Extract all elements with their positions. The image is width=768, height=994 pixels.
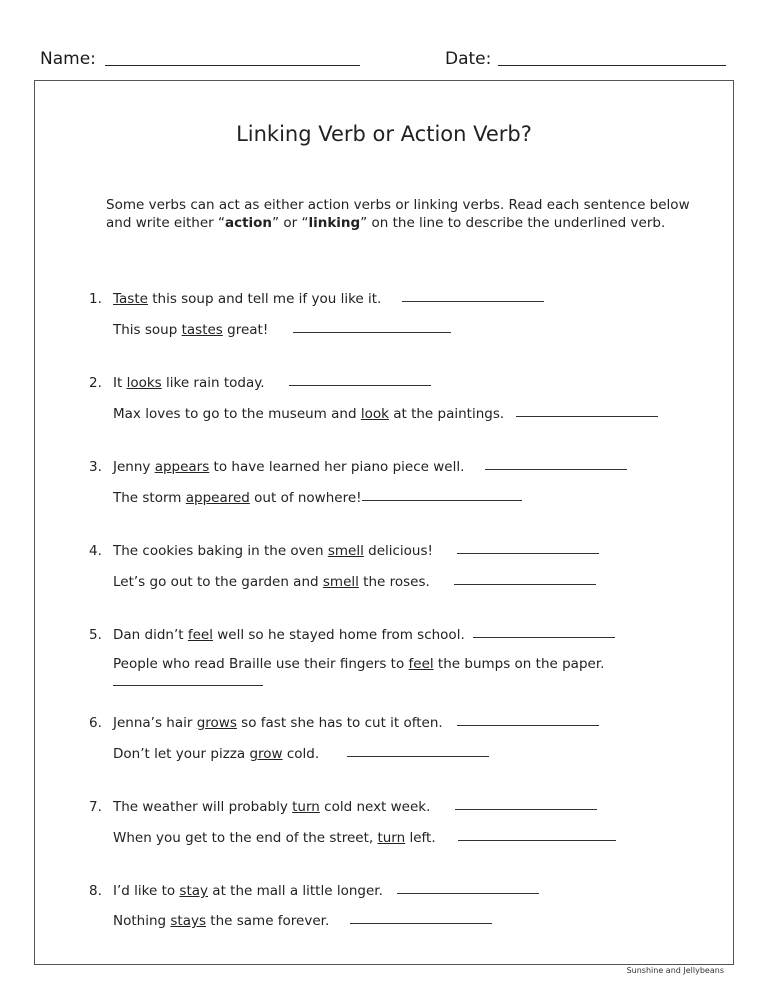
sentence-before: People who read Braille use their fingers to [113,656,409,672]
answer-line[interactable] [397,893,539,894]
question-3b [113,490,522,506]
instructions-text-3: ” on the line to describe the underlined verb. [360,215,666,231]
worksheet-title: Linking Verb or Action Verb? [236,122,532,146]
instructions-word-linking: linking [308,215,361,231]
sentence-after: to have learned her piano piece well. [209,459,465,475]
date-label: Date: [445,49,492,69]
sentence-after: out of nowhere! [249,490,362,506]
underlined-verb: stay [179,883,209,899]
underlined-verb: smell [322,574,359,590]
sentence-before: Nothing [113,913,171,929]
question-7b [113,830,616,846]
question-7a [89,799,597,815]
question-6b [113,746,489,762]
answer-line[interactable] [454,584,596,585]
instructions-text-1: Some verbs can act as either action verbs or linking verbs. Read each sentence below and write either “ [106,197,690,231]
answer-line[interactable] [293,332,451,333]
header [40,45,730,75]
sentence-after: this soup and tell me if you like it. [147,291,382,307]
sentence-after: the same forever. [206,913,330,929]
sentence-after: at the paintings. [388,406,505,422]
question-8a [89,883,539,899]
sentence-before: Jenna’s hair [113,715,197,731]
sentence-before: When you get to the end of the street, [113,830,378,846]
question-number: 2. [89,375,102,391]
underlined-verb: look [360,406,389,422]
answer-line[interactable] [458,840,616,841]
question-number: 3. [89,459,102,475]
question-5b [113,656,604,672]
instructions-word-action: action [224,215,273,231]
question-4b [113,574,596,590]
sentence-after: well so he stayed home from school. [212,627,465,643]
instructions [106,196,696,232]
question-4a [89,543,599,559]
underlined-verb: Taste [113,291,148,307]
sentence-before: Jenny [113,459,155,475]
sentence-after: like rain today. [161,375,265,391]
name-line[interactable] [105,65,360,66]
sentence-after: the bumps on the paper. [433,656,605,672]
sentence-before: The weather will probably [113,799,293,815]
name-label: Name: [40,49,96,69]
underlined-verb: grow [249,746,283,762]
sentence-after: cold next week. [319,799,431,815]
answer-line[interactable] [457,725,599,726]
underlined-verb: feel [187,627,213,643]
sentence-before: Dan didn’t [113,627,188,643]
footer-credit: Sunshine and Jellybeans [626,966,724,975]
question-5a [89,627,615,643]
sentence-before: Let’s go out to the garden and [113,574,323,590]
sentence-after: the roses. [358,574,430,590]
answer-line[interactable] [457,553,599,554]
answer-line[interactable] [485,469,627,470]
sentence-before: Don’t let your pizza [113,746,250,762]
answer-line[interactable] [289,385,431,386]
underlined-verb: turn [377,830,406,846]
sentence-after: at the mall a little longer. [208,883,383,899]
answer-line[interactable] [516,416,658,417]
underlined-verb: looks [126,375,162,391]
underlined-verb: tastes [181,322,223,338]
sentence-before: This soup [113,322,182,338]
question-number: 5. [89,627,102,643]
answer-line[interactable] [350,923,492,924]
sentence-after: great! [222,322,269,338]
sentence-after: delicious! [363,543,433,559]
sentence-before: The storm [113,490,186,506]
sentence-before: It [113,375,127,391]
sentence-before: The cookies baking in the oven [113,543,328,559]
question-5b-answer [113,675,263,691]
sentence-before: Max loves to go to the museum and [113,406,361,422]
instructions-text-2: ” or “ [272,215,309,231]
underlined-verb: feel [408,656,434,672]
underlined-verb: smell [327,543,364,559]
sentence-after: so fast she has to cut it often. [236,715,443,731]
question-number: 6. [89,715,102,731]
answer-line[interactable] [402,301,544,302]
sentence-after: cold. [282,746,320,762]
answer-line[interactable] [113,685,263,686]
answer-line[interactable] [455,809,597,810]
question-number: 7. [89,799,102,815]
answer-line[interactable] [362,500,522,501]
underlined-verb: turn [292,799,320,815]
underlined-verb: appeared [185,490,250,506]
question-number: 8. [89,883,102,899]
underlined-verb: stays [170,913,206,929]
question-6a [89,715,599,731]
sentence-after: left. [405,830,436,846]
underlined-verb: appears [154,459,210,475]
underlined-verb: grows [196,715,237,731]
answer-line[interactable] [473,637,615,638]
question-8b [113,913,492,929]
question-number: 1. [89,291,102,307]
question-3a [89,459,627,475]
question-2b [113,406,658,422]
date-line[interactable] [498,65,726,66]
question-1b [113,322,451,338]
question-1a [89,291,544,307]
question-number: 4. [89,543,102,559]
sentence-before: I’d like to [113,883,180,899]
answer-line[interactable] [347,756,489,757]
question-2a [89,375,431,391]
